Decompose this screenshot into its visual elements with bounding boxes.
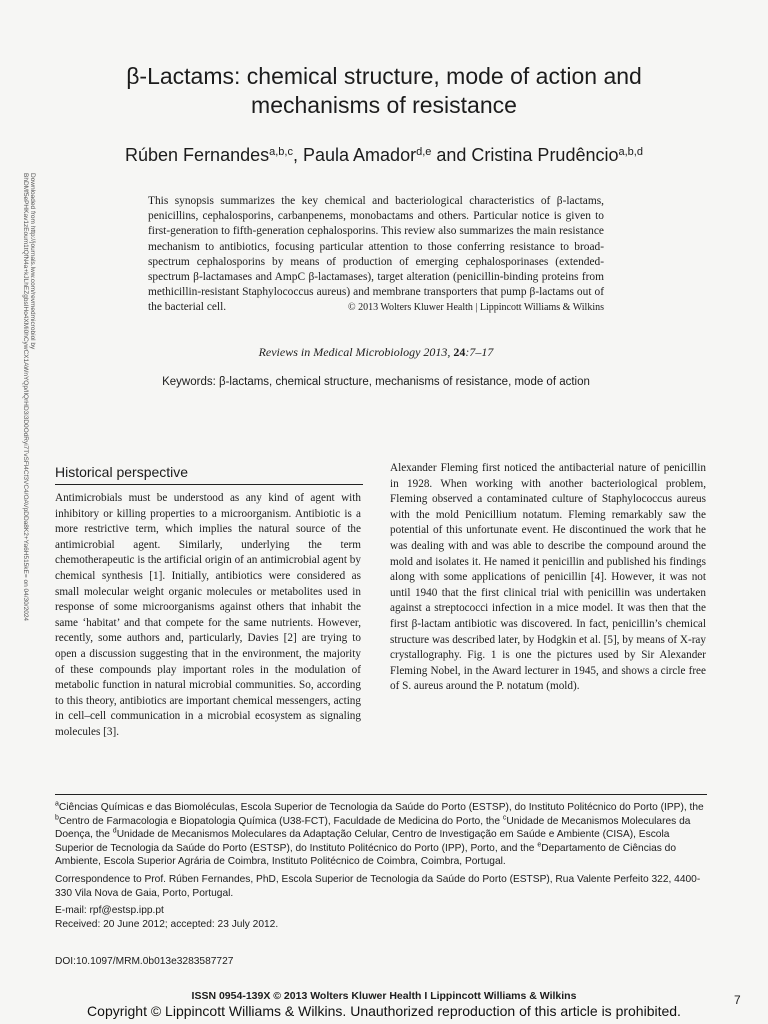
journal-name: Reviews in Medical Microbiology: [258, 345, 421, 359]
correspondence: Correspondence to Prof. Rúben Fernandes, PhD, Escola Superior de Tecnologia da Saúde do Porto (ESTSP), Rua Valente Perfeito 322, 4400-330 Vila Nova de Gaia, Porto, Portugal.: [55, 873, 701, 899]
journal-pages: :7–17: [465, 345, 494, 359]
left-column-text: Antimicrobials must be understood as any kind of agent with inhibitory or killing properties to a microorganism. Antibiotic is a more restrictive term, which implies the natural source of the antimicrobial agent. Similarly, underlying the term chemotherapeutic is the artificial origin of an antimicrobial agent by chemical synthesis [1]. Initially, antibiotics were considered as small molecular weight organic molecules or metabolites used in response of some microorganisms against others that inhabit the same ‘habitat’ and that compete for the same nutrients. However, recently, some authors and, particularly, Davies [2] are trying to open a discussion suggesting that in the environment, the majority of these compounds play important roles in the modulation of metabolic function in natural microbial communities. So, according to this theory, antibiotics are important chemical messengers, acting in cell–cell communication in a microbial ecosystem as signaling molecules [3].: [55, 492, 361, 738]
keywords-label: Keywords:: [162, 376, 216, 388]
doi: DOI:10.1097/MRM.0b013e3283587727: [55, 956, 234, 967]
right-column-text: Alexander Fleming first noticed the antibacterial nature of penicillin in 1928. When working with another bacteriological problem, Fleming observed a contaminated culture of Staphylococcus aureus with the mold Penicillium notatum. Fleming remarkably saw the potential of this unfortunate event. He discontinued the work that he was dealing with and was able to describe the compound around the mold and isolates it. He named it penicillin and published his findings along with some applications of penicillin [4]. However, it was not until 1940 that the first clinical trial with penicillin was undertaken against a streptococci infection in a mice model. It was then that the first β-lactam antibiotic was discovered. In fact, penicillin’s chemical structure was described later, by Hodgkin et al. [5], by means of X-ray crystallography. Fig. 1 is one the pictures used by Sir Alexander Fleming Nobel, in the Award lecturer in 1945, and shows a circle free of S. aureus around the P. notatum (mold).: [390, 462, 706, 693]
footnotes: [55, 801, 707, 935]
affiliation-text: Centro de Farmacologia e Biopatologia Química (U38-FCT), Faculdade de Medicina do Porto, the: [58, 815, 503, 827]
issn-line: ISSN 0954-139X © 2013 Wolters Kluwer Health I Lippincott Williams & Wilkins: [191, 990, 577, 1002]
author-affiliation-marks: a,b,d: [618, 146, 643, 158]
download-note: Downloaded from http://journals.lww.com/revmedmicrobiol by BhDMf5ePHKav1zEoum1tQfN4a+kJLhEZgbsIHo4XMi0hCywCX1AWnYQp/IlQrHD3i3D0OdRyi7TvSFl4Cf3VC4/OAVpDDa8K2+Ya6H515kE= on 04/30/2024: [22, 173, 36, 622]
journal-year: 2013: [423, 345, 448, 359]
author-name: Paula Amador: [303, 145, 417, 165]
affiliation-text: Unidade de Mecanismos Moleculares da Doença, the: [55, 815, 691, 841]
journal-volume: 24: [453, 345, 466, 359]
keywords-text: β-lactams, chemical structure, mechanisms of resistance, mode of action: [218, 376, 590, 388]
affiliation-mark: e: [537, 841, 542, 849]
article-title: β-Lactams: chemical structure, mode of action and mechanisms of resistance: [126, 63, 642, 118]
abstract-text: This synopsis summarizes the key chemical and bacteriological characteristics of β-lactams, penicillins, cephalosporins, carbanpenems, monobactams and others. Particular notice is given to first-generation to fifth-generation cephalosporins. This review also summarizes the main resistance mechanism to antibiotics, focusing particular attention to those conferring resistance to broad-spectrum cephalosporins by means of production of emerging cephalosporinases (extended-spectrum β-lactamases and AmpC β-lactamases), target alteration (penicillin-binding proteins from methicillin-resistant Staphylococcus aureus) and membrane transporters that pump β-lactams out of the bacterial cell.: [148, 195, 604, 314]
abstract: [148, 194, 604, 316]
journal-citation: Reviews in Medical Microbiology 2013, 24:7–17: [258, 345, 494, 359]
author-affiliation-marks: d,e: [416, 146, 432, 158]
section-heading: Historical perspective: [55, 464, 189, 480]
affiliation-mark: b: [55, 814, 59, 822]
affiliation-text: Departamento de Ciências do Ambiente, Escola Superior Agrária de Coimbra, Instituto Politécnico de Coimbra, Coimbra, Portugal.: [55, 842, 676, 868]
footnote-rule: [55, 794, 707, 795]
affiliation-text: Unidade de Mecanismos Moleculares da Adaptação Celular, Centro de Investigação em Saúde e Ambiente (CISA), Escola Superior de Tecnologia da Saúde do Porto (ESTSP), do Instituto Politécnico do Porto (IPP), Porto, and the: [55, 829, 670, 854]
copyright-notice: Copyright © Lippincott Williams & Wilkins. Unauthorized reproduction of this article is prohibited.: [87, 1003, 681, 1019]
author-affiliation-marks: a,b,c: [269, 146, 293, 158]
page-number: 7: [734, 993, 741, 1007]
affiliations: [55, 801, 707, 869]
affiliation-mark: c: [502, 814, 507, 822]
abstract-copyright: © 2013 Wolters Kluwer Health | Lippincott Williams & Wilkins: [347, 302, 604, 314]
email: E-mail: rpf@estsp.ipp.pt: [55, 905, 164, 917]
author-name: Cristina Prudêncio: [471, 145, 619, 165]
keywords: [148, 375, 604, 390]
received-dates: Received: 20 June 2012; accepted: 23 July 2012.: [55, 918, 279, 930]
affiliation-mark: d: [112, 827, 117, 835]
author-name: Rúben Fernandes: [125, 145, 270, 165]
affiliation-mark: a: [55, 800, 59, 808]
affiliation-text: Ciências Químicas e das Biomoléculas, Escola Superior de Tecnologia da Saúde do Porto (ESTSP), do Instituto Politécnico do Porto (IPP), the: [58, 802, 704, 813]
section-rule: [55, 484, 363, 485]
author-list: Rúben Fernandes$^{a,b,c}$, Paula Amador$^{d,e}$ and Cristina Prudêncio$^{a,b,d}$: [125, 145, 643, 165]
